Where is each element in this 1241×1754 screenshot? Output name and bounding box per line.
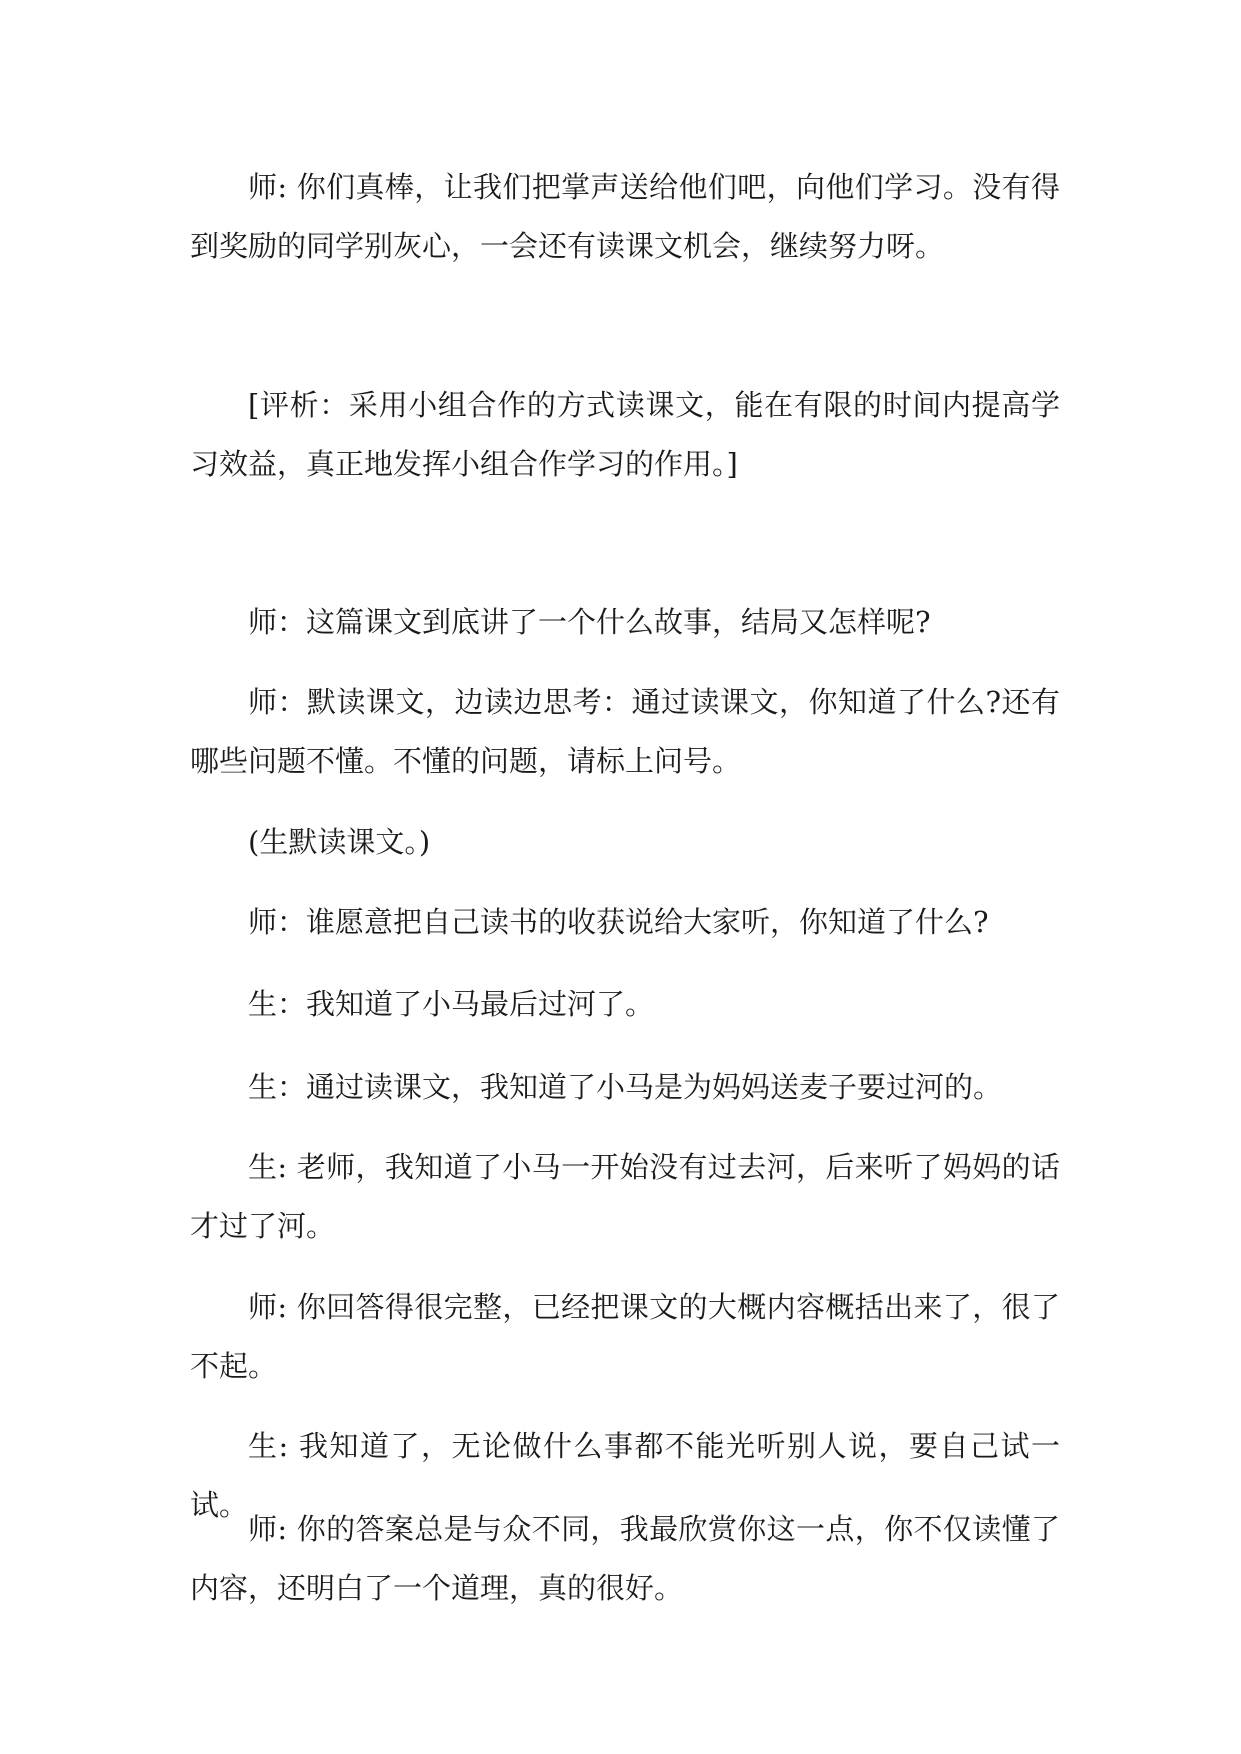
paragraph-stage-direction: (生默读课文。) — [248, 825, 431, 859]
paragraph-teacher-instruction: 师：默读课文，边读边思考：通过读课文，你知道了什么?还有哪些问题不懂。不懂的问题，请标上问号。 — [190, 685, 1060, 778]
paragraph-teacher-prompt: 师：谁愿意把自己读书的收获说给大家听，你知道了什么? — [248, 905, 989, 939]
paragraph-student-answer-1: 生：我知道了小马最后过河了。 — [248, 987, 655, 1021]
paragraph-teacher-feedback-2: 师: 你的答案总是与众不同，我最欣赏你这一点，你不仅读懂了内容，还明白了一个道理，真的很好。 — [190, 1512, 1060, 1605]
paragraph-student-answer-2: 生：通过读课文，我知道了小马是为妈妈送麦子要过河的。 — [248, 1070, 1003, 1104]
paragraph-teacher-praise: 师: 你们真棒，让我们把掌声送给他们吧，向他们学习。没有得到奖励的同学别灰心，一会还有读课文机会，继续努力呀。 — [190, 170, 1060, 263]
paragraph-student-answer-3: 生: 老师，我知道了小马一开始没有过去河，后来听了妈妈的话才过了河。 — [190, 1150, 1060, 1243]
paragraph-commentary: [评析：采用小组合作的方式读课文，能在有限的时间内提高学习效益，真正地发挥小组合作学习的作用。] — [190, 388, 1060, 481]
paragraph-teacher-question: 师：这篇课文到底讲了一个什么故事，结局又怎样呢? — [248, 605, 931, 639]
paragraph-student-answer-4: 生: 我知道了，无论做什么事都不能光听别人说，要自己试一试。 — [190, 1429, 1060, 1522]
paragraph-teacher-feedback-1: 师: 你回答得很完整，已经把课文的大概内容概括出来了，很了不起。 — [190, 1290, 1060, 1383]
